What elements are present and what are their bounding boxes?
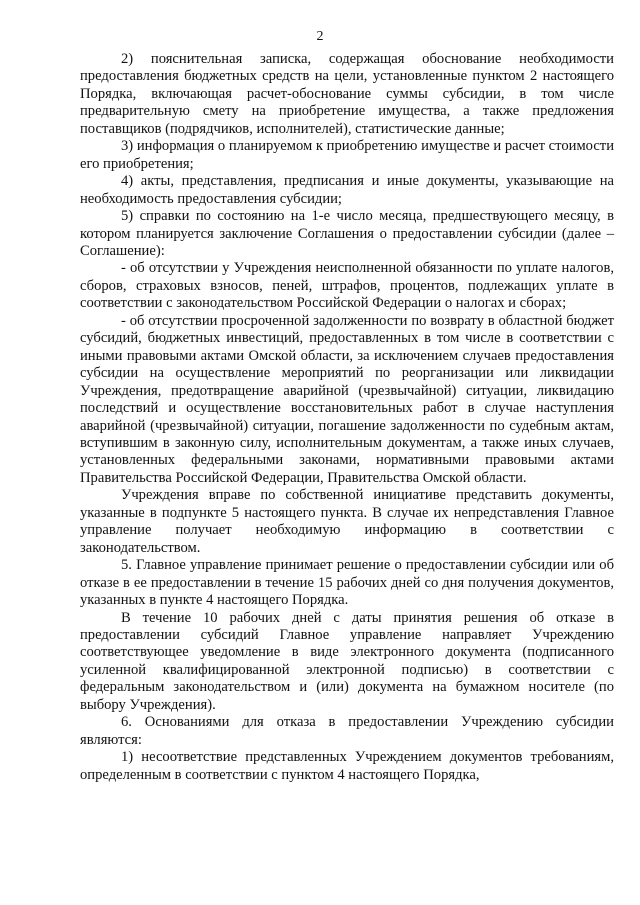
paragraph: - об отсутствии у Учреждения неисполненной обязанности по уплате налогов, сборов, страховых взносов, пеней, штрафов, процентов, подлежащих уплате в соответствии с законодательством Российской Федерации о налогах и сборах; <box>80 260 614 312</box>
paragraph: В течение 10 рабочих дней с даты принятия решения об отказе в предоставлении субсидий Главное управление направляет Учреждению соответствующее уведомление в виде электронного документа (подписанного усиленной квалифицированной электронной подписью) в соответствии с федеральным законодательством и (или) документа на бумажном носителе (по выбору Учреждения). <box>80 609 614 713</box>
paragraph: 1) несоответствие представленных Учреждением документов требованиям, определенным в соответствии с пунктом 4 настоящего Порядка, <box>80 749 614 783</box>
paragraph: - об отсутствии просроченной задолженности по возврату в областной бюджет субсидий, бюджетных инвестиций, предоставленных в том числе в соответствии с иными правовыми актами Омской области, за исключением случаев предоставления субсидии на осуществление мероприятий по реорганизации или ликвидации Учреждения, предотвращение аварийной (чрезвычайной) ситуации, ликвидацию последствий и осуществление восстановительных работ в случае наступления аварийной (чрезвычайной) ситуации, погашение задолженности по судебным актам, вступившим в законную силу, исполнительным документам, а также иных случаев, установленных федеральными законами, нормативными правовыми актами Правительства Российской Федерации, Правительства Омской области. <box>80 312 614 486</box>
document-body <box>80 51 614 784</box>
paragraph: 2) пояснительная записка, содержащая обоснование необходимости предоставления бюджетных средств на цели, установленные пунктом 2 настоящего Порядка, включающая расчет-обоснование суммы субсидии, в том числе предварительную смету на приобретение имущества, а также предложения поставщиков (подрядчиков, исполнителей), статистические данные; <box>80 51 614 137</box>
paragraph: 5) справки по состоянию на 1-е число месяца, предшествующего месяцу, в котором планируется заключение Соглашения о предоставлении субсидии (далее – Соглашение): <box>80 208 614 259</box>
paragraph: 4) акты, представления, предписания и иные документы, указывающие на необходимость предоставления субсидии; <box>80 173 614 207</box>
page-number: 2 <box>316 29 324 44</box>
paragraph: 6. Основаниями для отказа в предоставлении Учреждению субсидии являются: <box>80 714 614 748</box>
paragraph: 5. Главное управление принимает решение о предоставлении субсидии или об отказе в ее предоставлении в течение 15 рабочих дней со дня получения документов, указанных в пункте 4 настоящего Порядка. <box>80 557 614 609</box>
paragraph: 3) информация о планируемом к приобретению имуществе и расчет стоимости его приобретения; <box>80 138 614 172</box>
paragraph: Учреждения вправе по собственной инициативе представить документы, указанные в подпункте 5 настоящего пункта. В случае их непредставления Главное управление получает необходимую информацию в соответствии с законодательством. <box>80 487 614 556</box>
